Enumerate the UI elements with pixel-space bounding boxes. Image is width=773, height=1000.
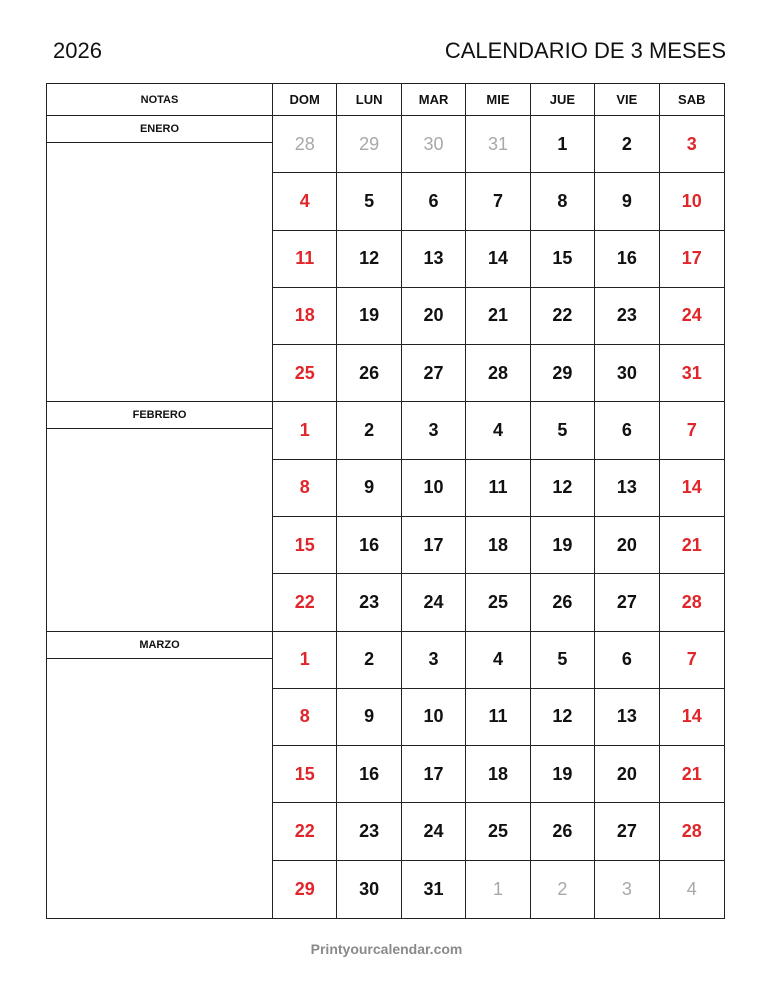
day-cell: 31 [402, 861, 466, 918]
notes-area[interactable] [47, 429, 272, 630]
day-cell: 4 [466, 402, 530, 459]
day-cell: 10 [660, 173, 724, 230]
day-cell: 19 [531, 517, 595, 574]
day-cell: 7 [466, 173, 530, 230]
day-cell: 22 [273, 574, 337, 631]
day-cell: 1 [273, 632, 337, 689]
day-cell: 28 [466, 345, 530, 402]
day-cell: 14 [660, 689, 724, 746]
weekday-header-dom: DOM [273, 84, 337, 116]
day-cell: 16 [337, 517, 401, 574]
day-cell: 14 [660, 460, 724, 517]
day-cell: 2 [337, 402, 401, 459]
day-cell: 5 [531, 632, 595, 689]
day-cell: 22 [273, 803, 337, 860]
month-label: ENERO [47, 116, 272, 143]
month-label: FEBRERO [47, 402, 272, 429]
notes-area[interactable] [47, 659, 272, 918]
day-cell: 12 [531, 460, 595, 517]
day-cell: 16 [595, 231, 659, 288]
day-cell: 25 [466, 803, 530, 860]
day-cell: 8 [273, 460, 337, 517]
day-cell: 18 [273, 288, 337, 345]
day-cell: 20 [402, 288, 466, 345]
day-cell: 30 [337, 861, 401, 918]
day-cell: 1 [531, 116, 595, 173]
day-cell: 11 [466, 460, 530, 517]
day-cell: 3 [402, 632, 466, 689]
day-cell: 19 [337, 288, 401, 345]
day-cell: 11 [466, 689, 530, 746]
day-cell: 4 [466, 632, 530, 689]
day-cell: 26 [531, 574, 595, 631]
day-cell: 28 [660, 803, 724, 860]
notes-block-febrero [47, 402, 273, 631]
day-cell: 29 [273, 861, 337, 918]
day-cell: 6 [595, 402, 659, 459]
day-cell: 13 [595, 689, 659, 746]
day-cell: 17 [402, 746, 466, 803]
day-cell: 7 [660, 632, 724, 689]
day-cell: 30 [595, 345, 659, 402]
day-cell: 21 [660, 517, 724, 574]
calendar-grid [46, 83, 725, 919]
day-cell: 10 [402, 460, 466, 517]
weekday-header-lun: LUN [337, 84, 401, 116]
day-cell: 25 [273, 345, 337, 402]
weekday-header-mar: MAR [402, 84, 466, 116]
month-label: MARZO [47, 632, 272, 659]
day-cell: 8 [531, 173, 595, 230]
notes-header: NOTAS [47, 84, 273, 116]
day-cell: 12 [337, 231, 401, 288]
day-cell: 19 [531, 746, 595, 803]
day-cell: 29 [531, 345, 595, 402]
day-cell: 9 [337, 689, 401, 746]
day-cell: 12 [531, 689, 595, 746]
day-cell: 4 [273, 173, 337, 230]
day-cell: 10 [402, 689, 466, 746]
day-cell: 26 [337, 345, 401, 402]
day-cell: 31 [660, 345, 724, 402]
day-cell: 6 [402, 173, 466, 230]
day-cell: 23 [595, 288, 659, 345]
day-cell: 5 [531, 402, 595, 459]
day-cell: 30 [402, 116, 466, 173]
day-cell: 3 [660, 116, 724, 173]
day-cell: 1 [273, 402, 337, 459]
day-cell: 5 [337, 173, 401, 230]
weekday-header-vie: VIE [595, 84, 659, 116]
day-cell: 31 [466, 116, 530, 173]
day-cell: 28 [660, 574, 724, 631]
weekday-header-mie: MIE [466, 84, 530, 116]
day-cell: 24 [660, 288, 724, 345]
day-cell: 14 [466, 231, 530, 288]
day-cell: 3 [402, 402, 466, 459]
page-title: CALENDARIO DE 3 MESES [444, 38, 726, 63]
day-cell: 17 [402, 517, 466, 574]
day-cell: 26 [531, 803, 595, 860]
day-cell: 27 [595, 803, 659, 860]
day-cell: 18 [466, 746, 530, 803]
notes-block-marzo [47, 632, 273, 918]
day-cell: 20 [595, 517, 659, 574]
notes-area[interactable] [47, 143, 272, 401]
day-cell: 22 [531, 288, 595, 345]
weekday-header-jue: JUE [531, 84, 595, 116]
day-cell: 25 [466, 574, 530, 631]
day-cell: 2 [337, 632, 401, 689]
day-cell: 15 [531, 231, 595, 288]
day-cell: 21 [660, 746, 724, 803]
day-cell: 4 [686, 878, 697, 899]
day-cell: 11 [273, 231, 337, 288]
day-cell: 24 [402, 803, 466, 860]
day-cell: 15 [273, 517, 337, 574]
day-cell: 9 [595, 173, 659, 230]
day-cell: 28 [273, 116, 337, 173]
day-cell: 3 [595, 861, 659, 918]
day-cell: 6 [595, 632, 659, 689]
day-cell: 27 [595, 574, 659, 631]
notes-block-enero [47, 116, 273, 402]
day-cell: 21 [466, 288, 530, 345]
day-cell: 20 [595, 746, 659, 803]
day-cell: 16 [337, 746, 401, 803]
day-cell: 2 [595, 116, 659, 173]
year-label: 2026 [53, 38, 102, 63]
day-cell: 13 [402, 231, 466, 288]
day-cell: 8 [273, 689, 337, 746]
day-cell: 7 [660, 402, 724, 459]
footer-brand: Printyourcalendar.com [310, 941, 463, 957]
day-cell: 23 [337, 803, 401, 860]
day-cell: 2 [531, 861, 595, 918]
day-cell: 9 [337, 460, 401, 517]
day-cell: 15 [273, 746, 337, 803]
day-cell: 1 [466, 861, 530, 918]
day-cell: 18 [466, 517, 530, 574]
weekday-header-sab: SAB [660, 84, 724, 116]
day-cell: 13 [595, 460, 659, 517]
day-cell: 29 [337, 116, 401, 173]
day-cell: 24 [402, 574, 466, 631]
day-cell: 17 [660, 231, 724, 288]
day-cell: 23 [337, 574, 401, 631]
day-cell: 27 [402, 345, 466, 402]
